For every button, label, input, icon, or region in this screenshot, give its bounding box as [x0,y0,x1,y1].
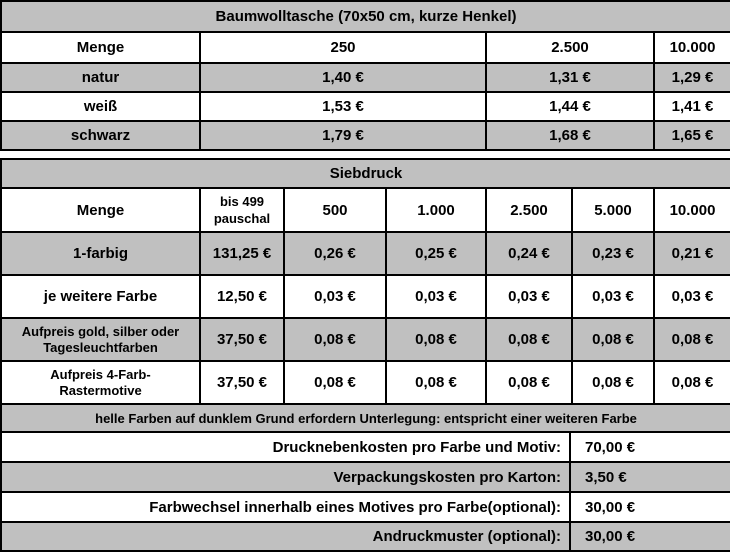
table-row [1,92,730,121]
print-quantity-col: bis 499 pauschal [200,188,284,232]
price-cell: 1,31 € [486,63,654,92]
price-cell: 0,08 € [572,361,654,404]
price-cell: 12,50 € [200,275,284,318]
price-cell: 0,08 € [486,361,572,404]
print-quantity-col: 500 [284,188,386,232]
row-label: weiß [1,92,200,121]
bag-table-title: Baumwolltasche (70x50 cm, kurze Henkel) [1,1,730,32]
bag-quantity-header: Menge [1,32,200,63]
table-row [1,318,730,361]
price-cell: 0,03 € [284,275,386,318]
bag-price-table [0,0,730,151]
price-cell: 1,29 € [654,63,730,92]
print-quantity-col: 10.000 [654,188,730,232]
price-cell: 0,08 € [654,318,730,361]
price-cell: 0,21 € [654,232,730,275]
price-cell: 37,50 € [200,318,284,361]
price-cell: 1,41 € [654,92,730,121]
table-row [1,121,730,150]
print-quantity-col: 1.000 [386,188,486,232]
cost-row [1,432,730,462]
price-cell: 0,23 € [572,232,654,275]
table-row [1,275,730,318]
cost-row [1,522,730,551]
price-cell: 0,26 € [284,232,386,275]
price-cell: 1,79 € [200,121,486,150]
price-cell: 37,50 € [200,361,284,404]
cost-row [1,462,730,492]
print-quantity-col: 5.000 [572,188,654,232]
price-cell: 0,25 € [386,232,486,275]
table-row [1,232,730,275]
price-cell: 0,03 € [572,275,654,318]
price-cell: 0,08 € [386,361,486,404]
price-cell: 0,03 € [386,275,486,318]
price-cell: 0,24 € [486,232,572,275]
print-quantity-header: Menge [1,188,200,232]
price-cell: 0,03 € [486,275,572,318]
print-quantity-col: 2.500 [486,188,572,232]
row-label: schwarz [1,121,200,150]
cost-value: 3,50 € [570,462,730,492]
print-table-title: Siebdruck [1,159,730,188]
bag-quantity-col: 2.500 [486,32,654,63]
additional-costs-table [0,431,730,552]
price-cell: 1,68 € [486,121,654,150]
row-label: Aufpreis gold, silber oder Tagesleuchtfarben [1,318,200,361]
price-cell: 1,40 € [200,63,486,92]
price-cell: 0,08 € [486,318,572,361]
bag-quantity-col: 10.000 [654,32,730,63]
cost-label: Drucknebenkosten pro Farbe und Motiv: [1,432,570,462]
price-cell: 0,08 € [654,361,730,404]
price-cell: 0,08 € [284,318,386,361]
price-cell: 0,08 € [386,318,486,361]
print-note: helle Farben auf dunklem Grund erfordern Unterlegung: entspricht einer weiteren Farbe [1,404,730,433]
cost-value: 30,00 € [570,522,730,551]
price-cell: 1,44 € [486,92,654,121]
bag-quantity-col: 250 [200,32,486,63]
cost-label: Verpackungskosten pro Karton: [1,462,570,492]
cost-value: 30,00 € [570,492,730,522]
table-row [1,63,730,92]
cost-label: Farbwechsel innerhalb eines Motives pro Farbe(optional): [1,492,570,522]
cost-label: Andruckmuster (optional): [1,522,570,551]
cost-value: 70,00 € [570,432,730,462]
row-label: je weitere Farbe [1,275,200,318]
price-cell: 0,08 € [284,361,386,404]
table-row [1,361,730,404]
price-cell: 0,03 € [654,275,730,318]
price-cell: 131,25 € [200,232,284,275]
price-cell: 1,65 € [654,121,730,150]
cost-row [1,492,730,522]
price-cell: 0,08 € [572,318,654,361]
row-label: natur [1,63,200,92]
row-label: 1-farbig [1,232,200,275]
price-cell: 1,53 € [200,92,486,121]
row-label: Aufpreis 4-Farb-Rastermotive [1,361,200,404]
screen-print-table [0,158,730,434]
